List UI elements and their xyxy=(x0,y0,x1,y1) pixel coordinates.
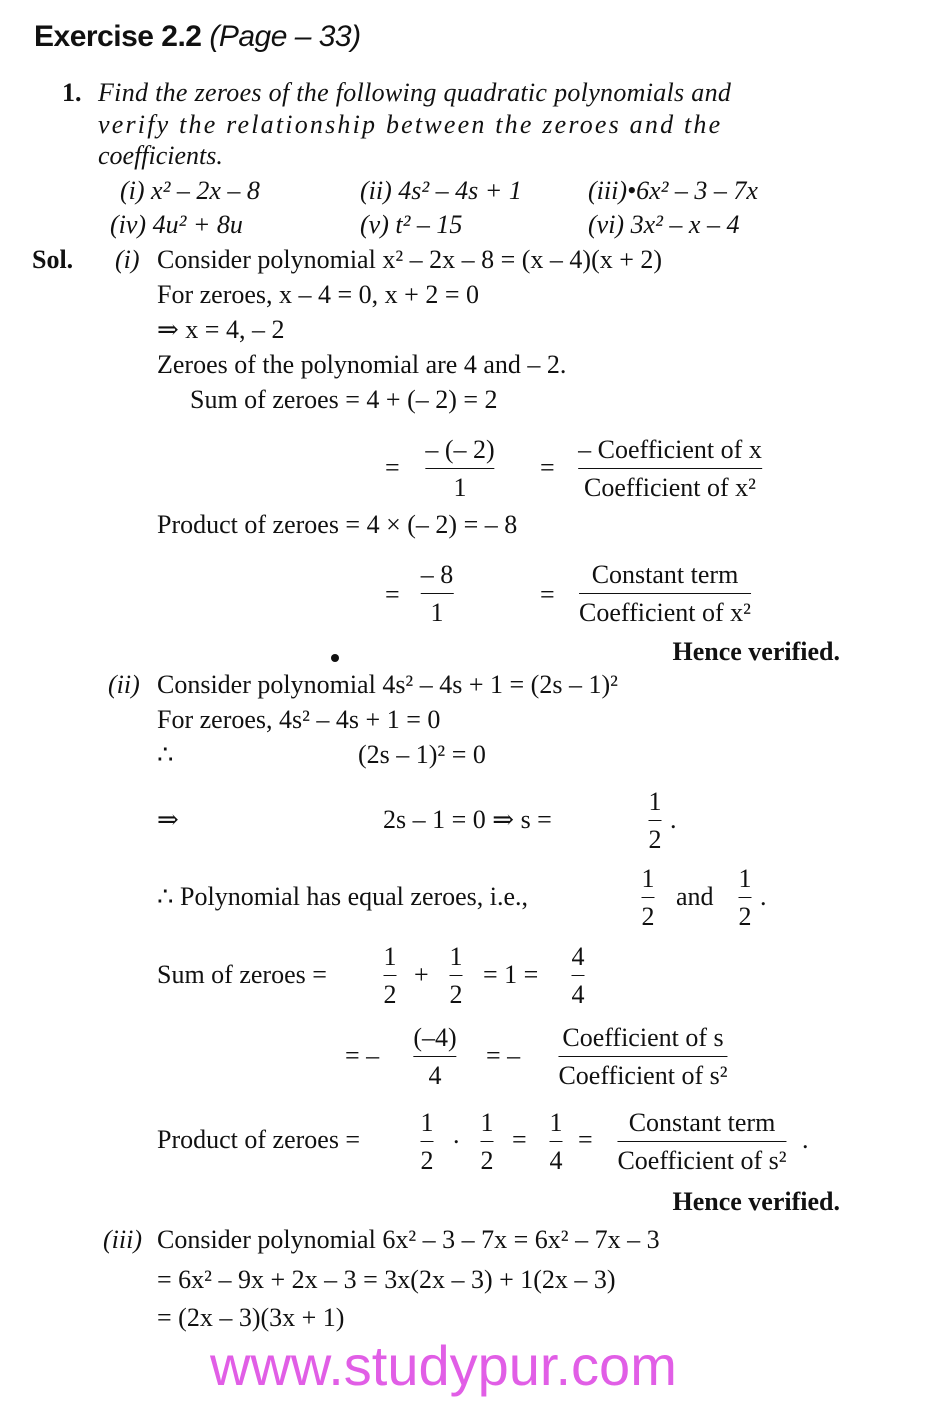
fraction xyxy=(421,562,454,626)
denominator: 1 xyxy=(453,473,467,502)
numerator: 1 xyxy=(549,1108,563,1137)
part-iii-line: Consider polynomial 6x² – 3 – 7x = 6x² – 7x – 3 xyxy=(157,1225,660,1254)
fraction xyxy=(384,944,397,1008)
part-ii-line: ∴ Polynomial has equal zeroes, i.e., xyxy=(157,882,529,911)
denominator: 2 xyxy=(449,980,463,1009)
equals-one: = 1 = xyxy=(483,960,539,989)
fraction xyxy=(413,1025,456,1089)
fraction xyxy=(642,866,655,930)
fraction xyxy=(572,944,585,1008)
fraction xyxy=(617,1110,786,1174)
numerator: Constant term xyxy=(591,560,739,589)
part-iii-line: = (2x – 3)(3x + 1) xyxy=(157,1303,345,1332)
part-iii-label: (iii) xyxy=(103,1225,142,1254)
equals-minus: = – xyxy=(486,1041,521,1070)
numerator: 1 xyxy=(641,864,655,893)
and-word: and xyxy=(676,882,714,911)
numerator: 1 xyxy=(480,1108,494,1137)
part-i-line: Consider polynomial x² – 2x – 8 = (x – 4)(x + 2) xyxy=(157,245,663,274)
therefore-symbol: ∴ xyxy=(157,740,174,769)
hence-verified: Hence verified. xyxy=(672,1187,840,1216)
hence-verified: Hence verified. xyxy=(672,637,840,666)
equals-sign: = xyxy=(385,453,400,482)
equals-sign: = xyxy=(385,580,400,609)
equals-sign: = xyxy=(540,580,555,609)
page-reference: (Page – 33) xyxy=(209,20,361,53)
question-line: verify the relationship between the zeroes and the xyxy=(98,110,723,139)
period: . xyxy=(802,1125,809,1154)
part-ii-line: Consider polynomial 4s² – 4s + 1 = (2s – 1)² xyxy=(157,670,618,699)
denominator: Coefficient of s² xyxy=(617,1146,787,1175)
question-number: 1. xyxy=(62,78,82,107)
fraction xyxy=(739,866,752,930)
denominator: Coefficient of x² xyxy=(584,473,756,502)
denominator: 1 xyxy=(430,598,444,627)
numerator: – Coefficient of x xyxy=(578,435,762,464)
question-line: Find the zeroes of the following quadratic polynomials and xyxy=(98,78,732,107)
period: . xyxy=(760,882,767,911)
denominator: Coefficient of s² xyxy=(558,1061,728,1090)
fraction xyxy=(421,1110,434,1174)
numerator: 1 xyxy=(449,942,463,971)
numerator: (–4) xyxy=(413,1023,457,1052)
plus-sign: + xyxy=(414,960,429,989)
part-i-line: Zeroes of the polynomial are 4 and – 2. xyxy=(157,350,567,379)
equals-sign: = xyxy=(578,1125,593,1154)
numerator: – (– 2) xyxy=(425,435,495,464)
denominator: 2 xyxy=(383,980,397,1009)
exercise-title xyxy=(34,22,361,52)
equals-sign: = xyxy=(540,453,555,482)
equals-minus: = – xyxy=(345,1041,380,1070)
question-line: coefficients. xyxy=(98,141,223,170)
numerator: 4 xyxy=(571,942,585,971)
part-i-line: ⇒ x = 4, – 2 xyxy=(157,315,285,344)
option-vi: (vi) 3x² – x – 4 xyxy=(588,210,740,239)
denominator: 2 xyxy=(480,1146,494,1175)
fraction xyxy=(649,789,662,853)
denominator: Coefficient of x² xyxy=(579,598,751,627)
option-iii: (iii)•6x² – 3 – 7x xyxy=(588,176,758,205)
option-v: (v) t² – 15 xyxy=(360,210,463,239)
watermark-url: www.studypur.com xyxy=(210,1334,677,1397)
denominator: 2 xyxy=(641,902,655,931)
part-i-label: (i) xyxy=(115,245,140,274)
option-ii: (ii) 4s² – 4s + 1 xyxy=(360,176,522,205)
option-iv: (iv) 4u² + 8u xyxy=(110,210,243,239)
fraction xyxy=(481,1110,494,1174)
ink-dot xyxy=(331,654,339,662)
numerator: 1 xyxy=(648,787,662,816)
part-ii-label: (ii) xyxy=(108,670,140,699)
multiply-dot: . xyxy=(453,1120,460,1149)
denominator: 4 xyxy=(571,980,585,1009)
denominator: 2 xyxy=(420,1146,434,1175)
implies-symbol: ⇒ xyxy=(157,805,179,834)
numerator: – 8 xyxy=(420,560,454,589)
fraction xyxy=(425,437,494,501)
fraction xyxy=(558,1025,727,1089)
denominator: 4 xyxy=(428,1061,442,1090)
numerator: 1 xyxy=(383,942,397,971)
sum-of-zeroes: Sum of zeroes = 4 + (– 2) = 2 xyxy=(190,385,498,414)
title-text: Exercise 2.2 xyxy=(34,20,202,53)
fraction xyxy=(450,944,463,1008)
part-i-line: For zeroes, x – 4 = 0, x + 2 = 0 xyxy=(157,280,480,309)
numerator: Constant term xyxy=(628,1108,776,1137)
fraction xyxy=(579,562,751,626)
fraction xyxy=(550,1110,563,1174)
sum-label: Sum of zeroes = xyxy=(157,960,327,989)
denominator: 4 xyxy=(549,1146,563,1175)
denominator: 2 xyxy=(738,902,752,931)
part-ii-line: For zeroes, 4s² – 4s + 1 = 0 xyxy=(157,705,441,734)
equals-sign: = xyxy=(512,1125,527,1154)
solution-label: Sol. xyxy=(32,245,74,274)
part-iii-line: = 6x² – 9x + 2x – 3 = 3x(2x – 3) + 1(2x – 3) xyxy=(157,1265,616,1294)
denominator: 2 xyxy=(648,825,662,854)
period: . xyxy=(670,805,677,834)
product-of-zeroes: Product of zeroes = 4 × (– 2) = – 8 xyxy=(157,510,518,539)
part-ii-line: (2s – 1)² = 0 xyxy=(358,740,486,769)
numerator: 1 xyxy=(420,1108,434,1137)
option-i: (i) x² – 2x – 8 xyxy=(120,176,260,205)
part-ii-line: 2s – 1 = 0 ⇒ s = xyxy=(383,805,552,834)
fraction xyxy=(578,437,762,501)
numerator: Coefficient of s xyxy=(562,1023,724,1052)
numerator: 1 xyxy=(738,864,752,893)
product-label: Product of zeroes = xyxy=(157,1125,361,1154)
